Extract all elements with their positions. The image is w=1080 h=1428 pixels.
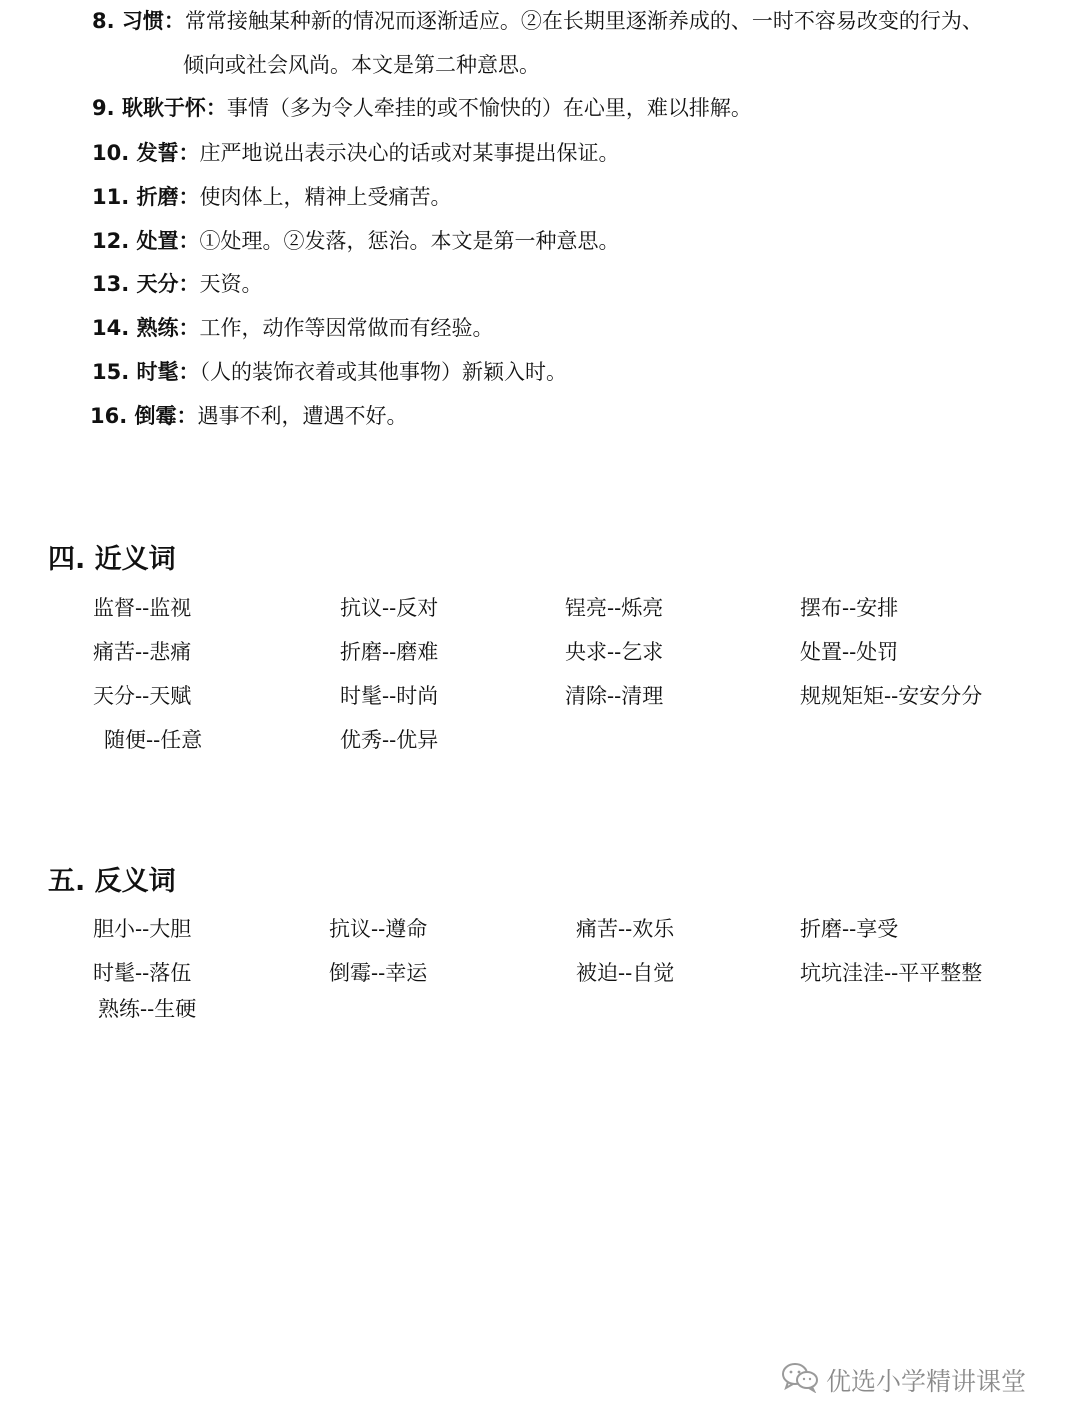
synonym-pair: 抗议--反对 xyxy=(340,596,439,620)
synonym-pair: 锃亮--烁亮 xyxy=(565,596,664,620)
definition-term: 14. 熟练： xyxy=(92,316,200,340)
synonym-pair: 随便--任意 xyxy=(104,728,203,752)
definition-8 xyxy=(92,8,983,34)
antonym-pair: 倒霉--幸运 xyxy=(329,961,428,985)
synonym-pair: 痛苦--悲痛 xyxy=(93,640,192,664)
definition-term: 11. 折磨： xyxy=(92,185,200,209)
synonym-pair: 规规矩矩--安安分分 xyxy=(800,684,983,708)
synonym-pair: 折磨--磨难 xyxy=(340,640,439,664)
definition-text: 使肉体上，精神上受痛苦。 xyxy=(199,185,452,209)
definition-term: 13. 天分： xyxy=(92,272,200,296)
definition-15 xyxy=(92,359,567,385)
antonym-pair: 熟练--生硬 xyxy=(98,997,197,1021)
definition-16 xyxy=(90,403,408,429)
synonym-pair: 处置--处罚 xyxy=(800,640,899,664)
synonym-pair: 清除--清理 xyxy=(565,684,664,708)
synonym-pair: 时髦--时尚 xyxy=(340,684,439,708)
definition-term: 15. 时髦： xyxy=(92,360,200,384)
synonyms-heading: 四. 近义词 xyxy=(48,544,176,575)
synonym-pair: 央求--乞求 xyxy=(565,640,664,664)
antonym-pair: 痛苦--欢乐 xyxy=(576,917,675,941)
synonym-pair: 天分--天赋 xyxy=(93,684,192,708)
antonym-pair: 被迫--自觉 xyxy=(576,961,675,985)
definition-9 xyxy=(92,95,752,121)
definition-14 xyxy=(92,315,494,341)
definition-text: 事情（多为令人牵挂的或不愉快的）在心里，难以排解。 xyxy=(226,96,752,120)
wechat-icon xyxy=(780,1361,820,1399)
antonyms-heading: 五. 反义词 xyxy=(48,866,176,897)
watermark-text: 优选小学精讲课堂 xyxy=(826,1367,1027,1396)
definition-13 xyxy=(92,271,263,297)
definition-text: 工作，动作等因常做而有经验。 xyxy=(199,316,494,340)
definition-text: 天资。 xyxy=(199,272,263,296)
definition-text: （人的装饰衣着或其他事物）新颖入时。 xyxy=(199,360,568,384)
definition-text: 常常接触某种新的情况而逐渐适应。②在长期里逐渐养成的、一时不容易改变的行为、 xyxy=(184,9,983,33)
definition-term: 9. 耿耿于怀： xyxy=(92,96,227,120)
definition-term: 8. 习惯： xyxy=(92,9,185,33)
antonym-pair: 抗议--遵命 xyxy=(329,917,428,941)
synonym-pair: 摆布--安排 xyxy=(800,596,899,620)
watermark xyxy=(780,1362,1026,1398)
definition-11 xyxy=(92,184,452,210)
synonym-pair: 监督--监视 xyxy=(93,596,192,620)
antonym-pair: 坑坑洼洼--平平整整 xyxy=(800,961,983,985)
definition-12 xyxy=(92,228,620,254)
definition-term: 10. 发誓： xyxy=(92,141,200,165)
antonym-pair: 折磨--享受 xyxy=(800,917,899,941)
definition-text: ①处理。②发落，惩治。本文是第一种意思。 xyxy=(199,229,620,253)
definition-term: 12. 处置： xyxy=(92,229,200,253)
definition-term: 16. 倒霉： xyxy=(90,404,198,428)
definition-text: 庄严地说出表示决心的话或对某事提出保证。 xyxy=(199,141,620,165)
synonym-pair: 优秀--优异 xyxy=(340,728,439,752)
antonym-pair: 时髦--落伍 xyxy=(93,961,192,985)
definition-8-continued xyxy=(183,52,540,78)
definition-10 xyxy=(92,140,620,166)
definition-text: 倾向或社会风尚。本文是第二种意思。 xyxy=(183,53,540,77)
definition-text: 遇事不利，遭遇不好。 xyxy=(197,404,408,428)
antonym-pair: 胆小--大胆 xyxy=(93,917,192,941)
